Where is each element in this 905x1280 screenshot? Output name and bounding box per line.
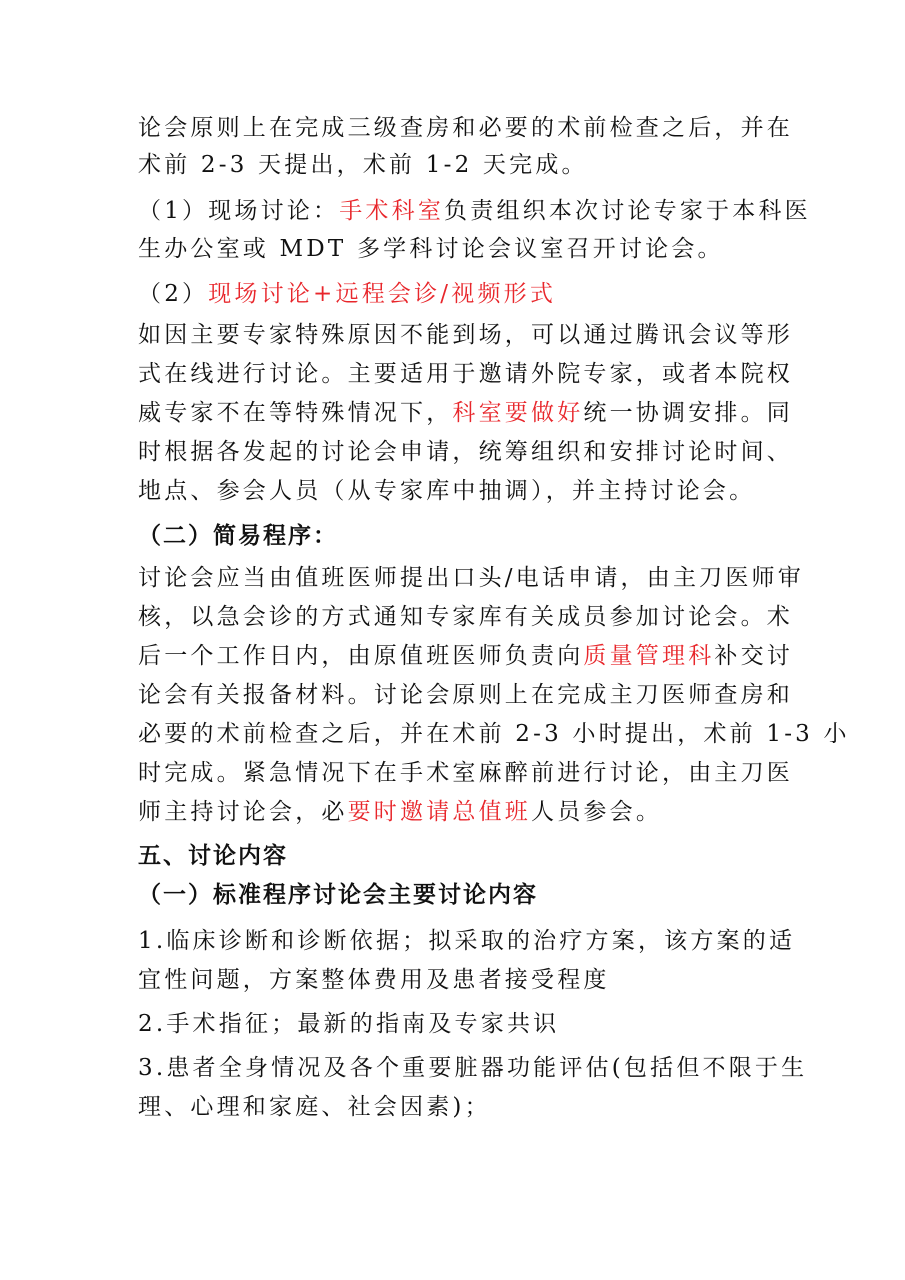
paragraph-text: 生办公室或 MDT 多学科讨论会议室召开讨论会。 (138, 236, 724, 262)
text-run: 后一个工作日内，由原值班医师负责向 (138, 643, 584, 669)
subsection-heading: （一）标准程序讨论会主要讨论内容 (138, 882, 538, 908)
paragraph-text: 时完成。紧急情况下在手术室麻醉前进行讨论，由主刀医 (138, 760, 793, 786)
text-run: 威专家不在等特殊情况下， (138, 400, 453, 426)
list-item: 1.临床诊断和诊断依据；拟采取的治疗方案，该方案的适 (138, 928, 796, 954)
paragraph-text: 论会有关报备材料。讨论会原则上在完成主刀医师查房和 (138, 682, 793, 708)
highlighted-text: 现场讨论+远程会诊/视频形式 (208, 281, 557, 307)
paragraph-text: 核，以急会诊的方式通知专家库有关成员参加讨论会。术 (138, 604, 793, 630)
text-run: 补交讨 (714, 643, 794, 669)
section-heading: （二）简易程序： (138, 523, 338, 549)
highlighted-text: 科室要做好 (452, 400, 584, 426)
text-run: 人员参会。 (531, 799, 663, 825)
list-item: 宜性问题，方案整体费用及患者接受程度 (138, 967, 610, 993)
highlighted-text: 质量管理科 (583, 643, 715, 669)
highlighted-text: 手术科室 (339, 198, 445, 224)
section-heading: 五、讨论内容 (138, 843, 288, 869)
paragraph-text (138, 641, 794, 671)
paragraph-text: 论会原则上在完成三级查房和必要的术前检查之后，并在 (138, 115, 793, 141)
paragraph-text: 如因主要专家特殊原因不能到场，可以通过腾讯会议等形 (138, 322, 793, 348)
highlighted-text: 要时邀请总值班 (347, 799, 532, 825)
item-label: （2） (138, 281, 209, 307)
paragraph-text: 地点、参会人员（从专家库中抽调），并主持讨论会。 (138, 478, 756, 504)
paragraph-text (138, 398, 794, 428)
paragraph-text: 时根据各发起的讨论会申请，统筹组织和安排讨论时间、 (138, 439, 793, 465)
text-run: 统一协调安排。同 (583, 400, 794, 426)
item-label: （1）现场讨论： (138, 198, 340, 224)
list-item: 3.患者全身情况及各个重要脏器功能评估(包括但不限于生 (138, 1055, 808, 1081)
list-item: 2.手术指征；最新的指南及专家共识 (138, 1011, 560, 1037)
paragraph-text: 式在线进行讨论。主要适用于邀请外院专家，或者本院权 (138, 361, 793, 387)
paragraph-text: 讨论会应当由值班医师提出口头/电话申请，由主刀医师审 (138, 565, 804, 591)
paragraph-text: 必要的术前检查之后，并在术前 2-3 小时提出，术前 1-3 小 (138, 721, 850, 747)
paragraph-text (138, 797, 778, 827)
paragraph-text: 术前 2-3 天提出，术前 1-2 天完成。 (138, 152, 588, 178)
text-run: 师主持讨论会，必 (138, 799, 348, 825)
paragraph-text (138, 279, 778, 309)
text-run: 负责组织本次讨论专家于本科医 (444, 198, 811, 224)
paragraph-text (138, 196, 811, 226)
list-item: 理、心理和家庭、社会因素)； (138, 1094, 491, 1120)
